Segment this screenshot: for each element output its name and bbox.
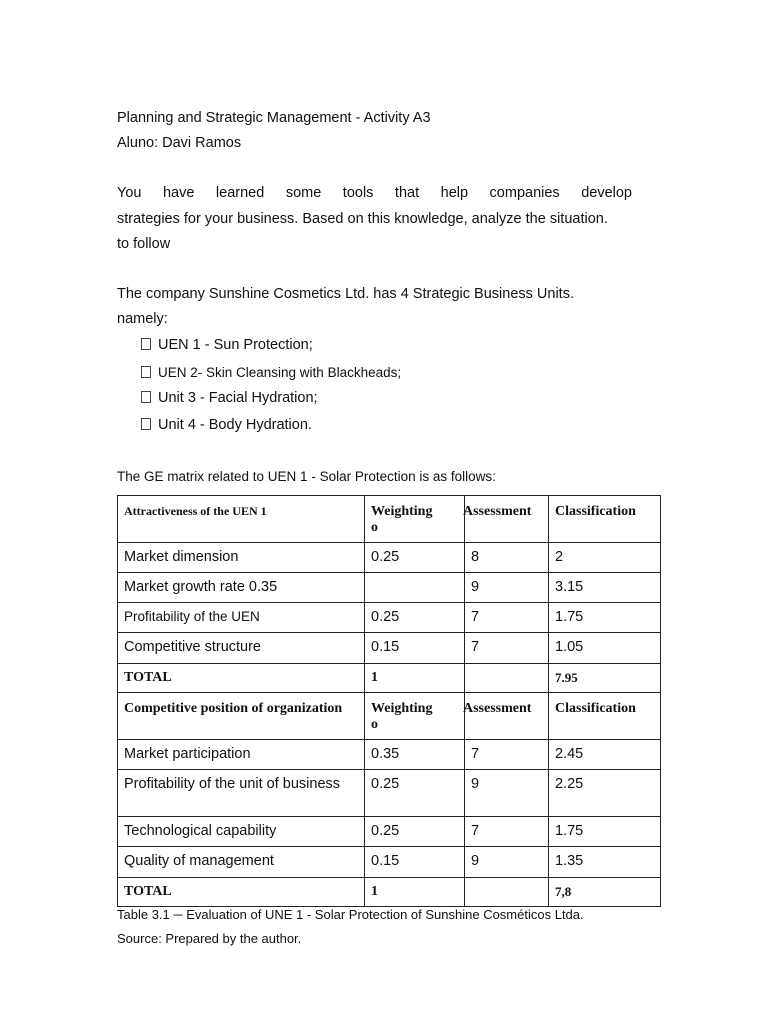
assessment-cell: 9	[465, 847, 549, 878]
factor-cell: Market growth rate 0.35	[118, 573, 365, 603]
assessment-cell: 8	[465, 543, 549, 573]
weighting-cell: 0.25	[365, 817, 465, 847]
factor-cell: Market participation	[118, 740, 365, 770]
assessment-cell: 7	[465, 603, 549, 633]
unit-label: UEN 1 - Sun Protection;	[158, 337, 313, 353]
assessment-cell: 7	[465, 817, 549, 847]
classification-header: Classification	[549, 693, 661, 740]
factor-cell: Profitability of the UEN	[118, 603, 365, 633]
classification-cell: 1.75	[549, 817, 661, 847]
weighting-header-wrap: o	[371, 520, 378, 535]
student-name: Aluno: Davi Ramos	[117, 135, 242, 151]
assessment-header-label: Assessment	[463, 504, 532, 519]
assessment-cell: 7	[465, 633, 549, 664]
checkbox-bullet-icon	[141, 338, 151, 350]
classification-cell: 2.45	[549, 740, 661, 770]
factor-cell: Quality of management	[118, 847, 365, 878]
assessment-cell: 9	[465, 573, 549, 603]
assessment-header-label: Assessment	[463, 701, 532, 716]
total-assessment	[465, 664, 549, 693]
total-label: TOTAL	[118, 878, 365, 907]
weighting-header-label: Weighting	[371, 504, 433, 519]
table-intro: The GE matrix related to UEN 1 - Solar Protection is as follows:	[117, 469, 496, 484]
total-assessment	[465, 878, 549, 907]
position-header: Competitive position of organization	[118, 693, 365, 740]
intro-line-3: to follow	[117, 236, 171, 252]
table-row	[118, 817, 661, 847]
total-weighting: 1	[365, 664, 465, 693]
intro-line-1: You have learned some tools that help companies develop	[117, 185, 632, 201]
company-line-1: The company Sunshine Cosmetics Ltd. has 4 Strategic Business Units.	[117, 286, 574, 302]
table-header-row	[118, 693, 661, 740]
table-row	[118, 770, 661, 817]
weighting-header	[365, 693, 465, 740]
table-header-row	[118, 496, 661, 543]
table-row	[118, 740, 661, 770]
table-row	[118, 847, 661, 878]
unit-label: Unit 4 - Body Hydration.	[158, 417, 312, 433]
total-classification: 7,8	[549, 878, 661, 907]
weighting-cell	[365, 573, 465, 603]
weighting-header-label: Weighting	[371, 701, 433, 716]
unit-list-item	[141, 365, 401, 380]
classification-cell: 2	[549, 543, 661, 573]
classification-cell: 3.15	[549, 573, 661, 603]
assessment-header	[465, 496, 549, 543]
factor-cell: Profitability of the unit of business	[118, 770, 365, 817]
checkbox-bullet-icon	[141, 366, 151, 378]
assessment-cell: 7	[465, 740, 549, 770]
unit-label: UEN 2- Skin Cleansing with Blackheads;	[158, 365, 402, 380]
classification-cell: 1.05	[549, 633, 661, 664]
checkbox-bullet-icon	[141, 391, 151, 403]
total-classification: 7.95	[549, 664, 661, 693]
classification-cell: 1.35	[549, 847, 661, 878]
table-row	[118, 603, 661, 633]
unit-list-item	[141, 337, 313, 353]
assessment-cell: 9	[465, 770, 549, 817]
attractiveness-header: Attractiveness of the UEN 1	[118, 496, 365, 543]
weighting-cell: 0.25	[365, 603, 465, 633]
table-row	[118, 633, 661, 664]
weighting-cell: 0.15	[365, 633, 465, 664]
total-label: TOTAL	[118, 664, 365, 693]
weighting-cell: 0.35	[365, 740, 465, 770]
unit-label: Unit 3 - Facial Hydration;	[158, 390, 318, 406]
classification-cell: 1.75	[549, 603, 661, 633]
table-caption: Table 3.1 ─ Evaluation of UNE 1 - Solar Protection of Sunshine Cosméticos Ltda.	[117, 907, 584, 922]
table-source: Source: Prepared by the author.	[117, 931, 302, 946]
factor-cell: Technological capability	[118, 817, 365, 847]
unit-list-item	[141, 417, 312, 433]
ge-matrix-table	[117, 495, 661, 907]
weighting-header	[365, 496, 465, 543]
company-line-2: namely:	[117, 311, 168, 327]
weighting-cell: 0.25	[365, 770, 465, 817]
factor-cell: Competitive structure	[118, 633, 365, 664]
table-total-row	[118, 664, 661, 693]
checkbox-bullet-icon	[141, 418, 151, 430]
intro-line-2: strategies for your business. Based on this knowledge, analyze the situation.	[117, 211, 608, 227]
unit-list-item	[141, 390, 318, 406]
factor-cell: Market dimension	[118, 543, 365, 573]
table-row	[118, 573, 661, 603]
weighting-cell: 0.15	[365, 847, 465, 878]
weighting-header-wrap: o	[371, 717, 378, 732]
classification-cell: 2.25	[549, 770, 661, 817]
table-row	[118, 543, 661, 573]
total-weighting: 1	[365, 878, 465, 907]
table-total-row	[118, 878, 661, 907]
classification-header: Classification	[549, 496, 661, 543]
page-title: Planning and Strategic Management - Activity A3	[117, 110, 431, 126]
weighting-cell: 0.25	[365, 543, 465, 573]
assessment-header	[465, 693, 549, 740]
